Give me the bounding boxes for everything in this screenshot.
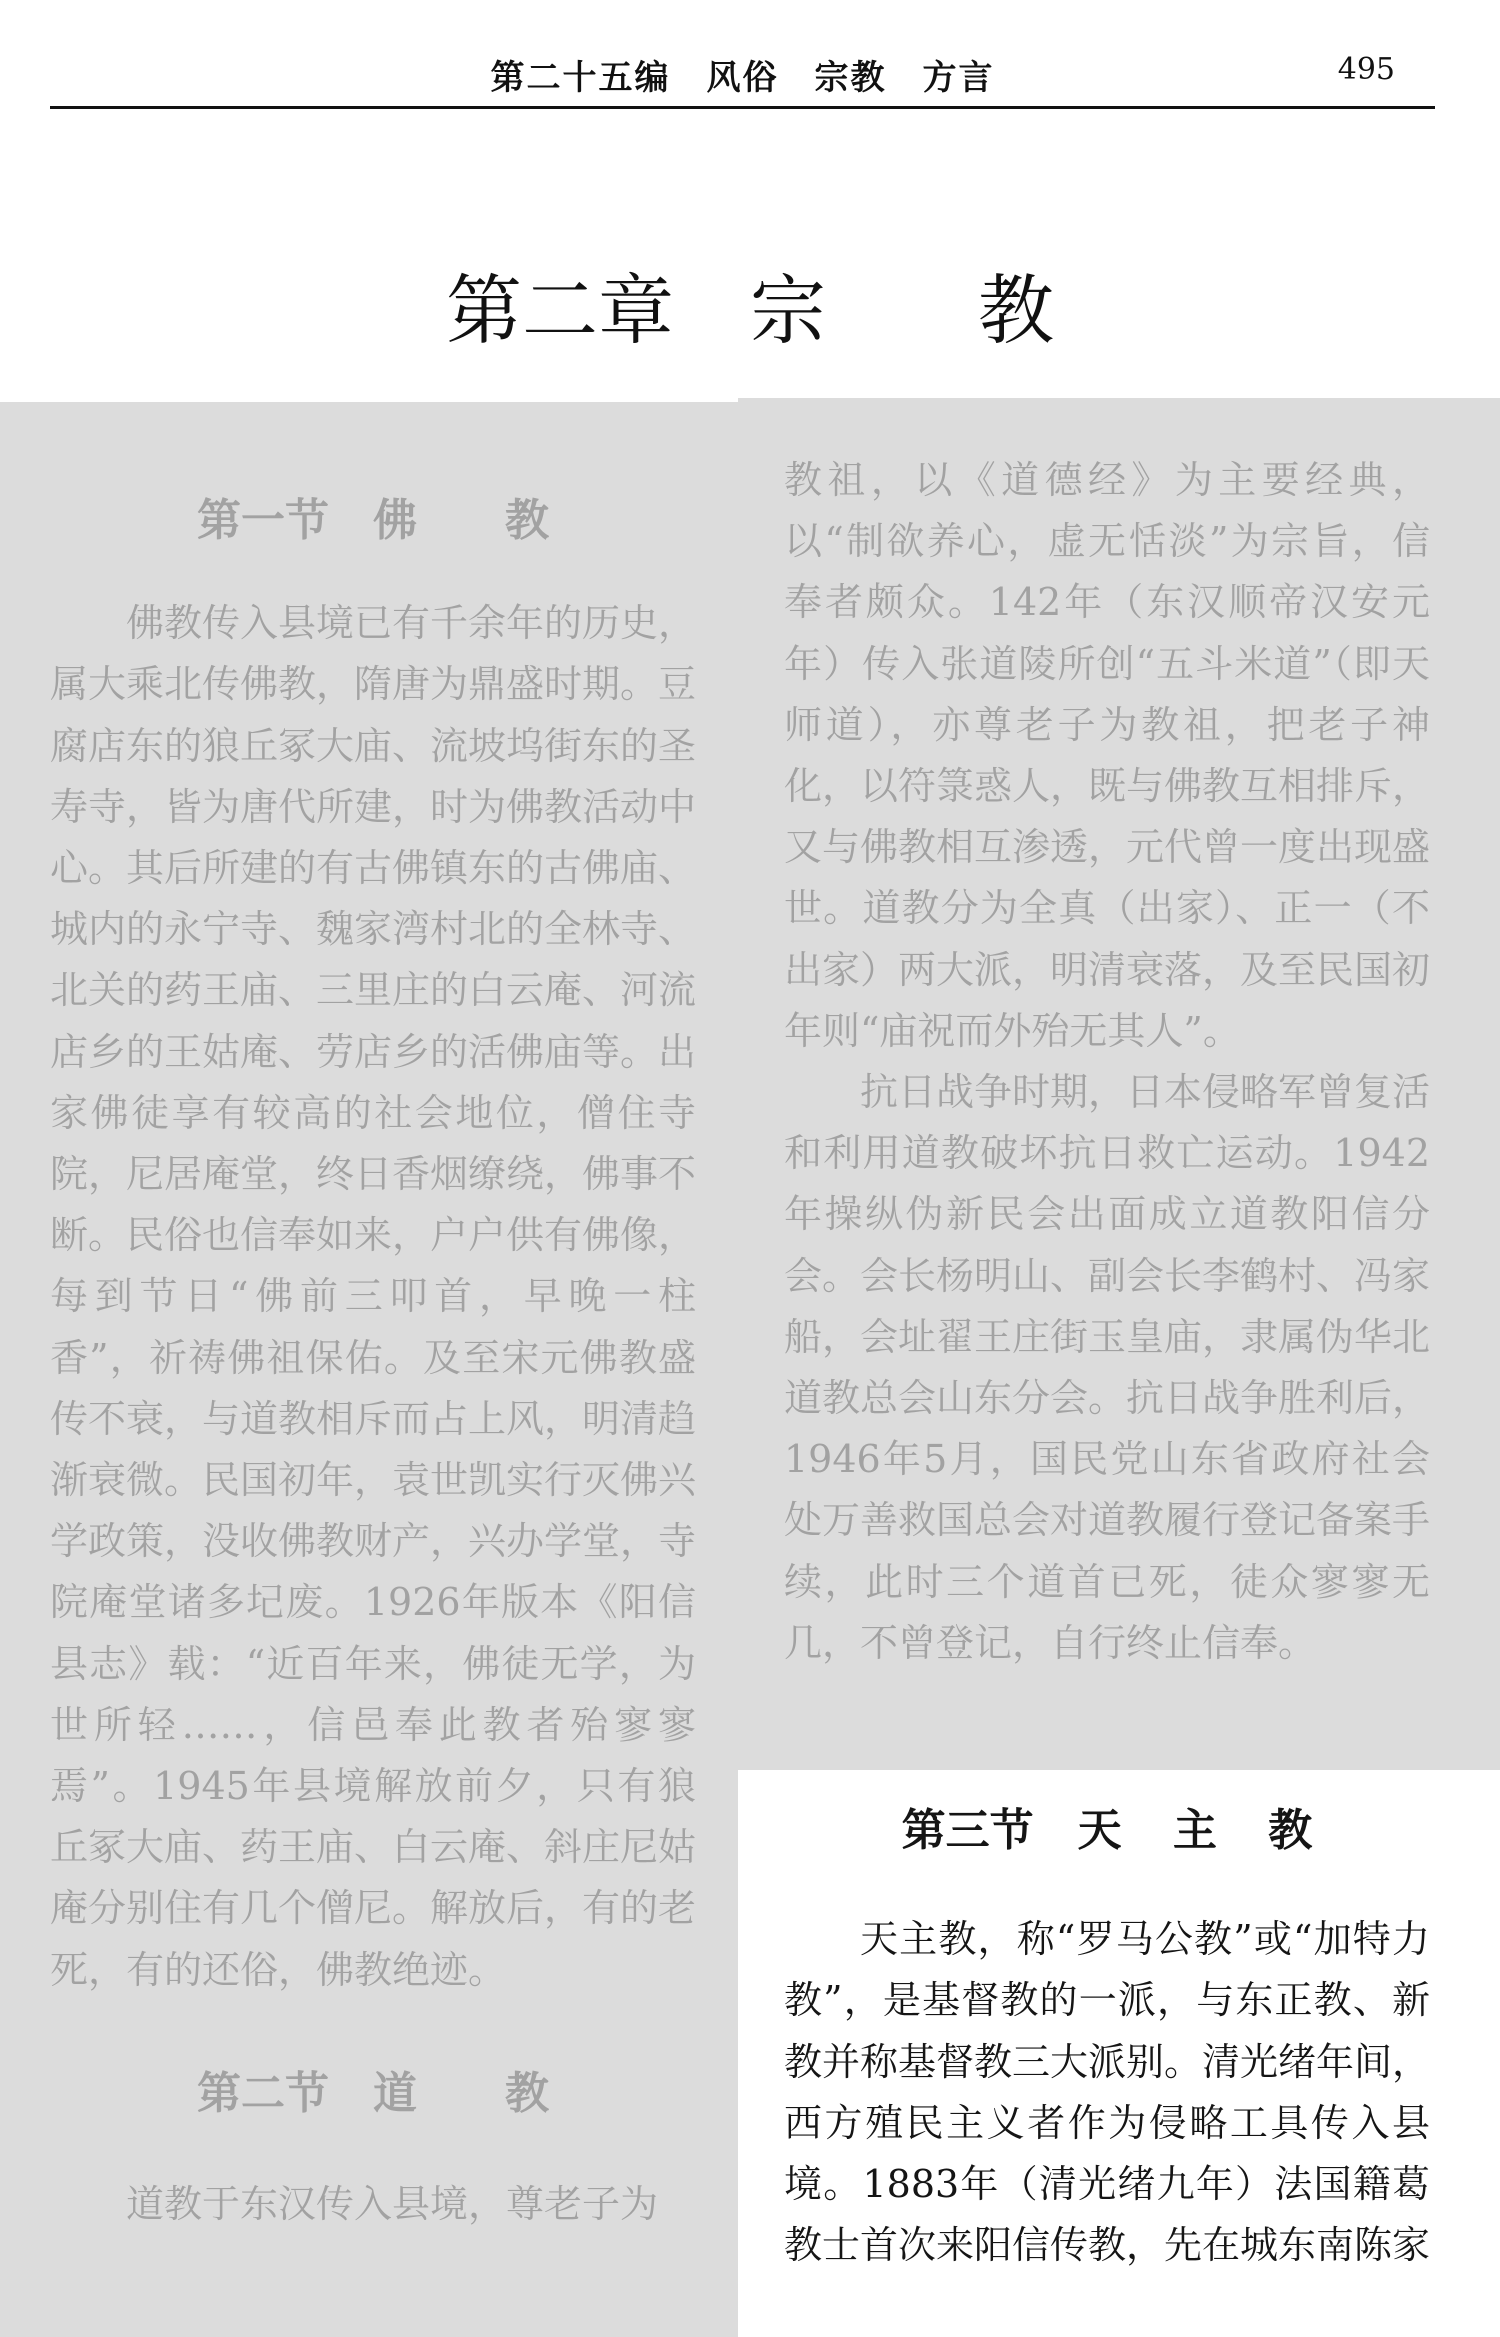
paragraph-taoism-start: 道教于东汉传入县境，尊老子为 — [126, 2182, 659, 2227]
chapter-title: 第二章 宗 教 — [446, 266, 1054, 355]
paragraph-buddhism: 佛教传入县境已有千余年的历史，属大乘北传佛教，隋唐为鼎盛时期。豆腐店东的狼丘冢大庙、流坡坞街东的圣寿寺，皆为唐代所建，时为佛教活动中心。其后所建的有古佛镇东的古佛庙、城内的永宁寺、魏家湾村北的全林寺、北关的药王庙、三里庄的白云庵、河流店乡的王姑庵、劳店乡的活佛庙等。出家佛徒享有较高的社会地位，僧住寺院，尼居庵堂，终日香烟缭绕，佛事不断。民俗也信奉如来，户户供有佛像，每到节日“佛前三叩首，早晚一柱香”，祈祷佛祖保佑。及至宋元佛教盛传不衰，与道教相斥而占上风，明清趋渐衰微。民国初年，袁世凯实行灭佛兴学政策，没收佛教财产，兴办学堂，寺院庵堂诸多圮废。1926年版本《阳信县志》载：“近百年来，佛徒无学，为世所轻……，信邑奉此教者殆寥寥焉”。1945年县境解放前夕，只有狼丘冢大庙、药王庙、白云庵、斜庄尼姑庵分别住有几个僧尼。解放后，有的老死，有的还俗，佛教绝迹。 — [50, 601, 697, 1992]
page-number: 495 — [1337, 52, 1395, 87]
running-title: 第二十五编 风俗 宗教 方言 — [490, 58, 995, 98]
right-column-faded — [784, 450, 1430, 1674]
left-column — [50, 490, 696, 2235]
right-column-catholicism — [784, 1800, 1430, 2276]
paragraph-catholicism: 天主教，称“罗马公教”或“加特力教”，是基督教的一派，与东正教、新教并称基督教三大派别。清光绪年间，西方殖民主义者作为侵略工具传入县境。1883年（清光绪九年）法国籍葛教士首次来阳信传教，先在城东南陈家 — [784, 1917, 1431, 2268]
paragraph-taoism-wartime: 抗日战争时期，日本侵略军曾复活和利用道教破坏抗日救亡运动。1942年操纵伪新民会出面成立道教阳信分会。会长杨明山、副会长李鹤村、冯家船，会址翟王庄街玉皇庙，隶属伪华北道教总会山东分会。抗日战争胜利后，1946年5月，国民党山东省政府社会处万善救国总会对道教履行登记备案手续，此时三个道首已死，徒众寥寥无几，不曾登记，自行终止信奉。 — [784, 1070, 1431, 1665]
paragraph-taoism-continued: 教祖，以《道德经》为主要经典，以“制欲养心，虚无恬淡”为宗旨，信奉者颇众。142年（东汉顺帝汉安元年）传入张道陵所创“五斗米道”（即天师道），亦尊老子为教祖，把老子神化，以符箓惑人，既与佛教互相排斥，又与佛教相互渗透，元代曾一度出现盛世。道教分为全真（出家）、正一（不出家）两大派，明清衰落，及至民国初年则“庙祝而外殆无其人”。 — [784, 458, 1431, 1053]
section-heading-buddhism: 第一节 佛 教 — [197, 495, 549, 546]
section-heading-taoism: 第二节 道 教 — [197, 2067, 549, 2119]
running-head — [50, 40, 1435, 109]
section-heading-catholicism: 第三节 天 主 教 — [901, 1805, 1313, 1856]
